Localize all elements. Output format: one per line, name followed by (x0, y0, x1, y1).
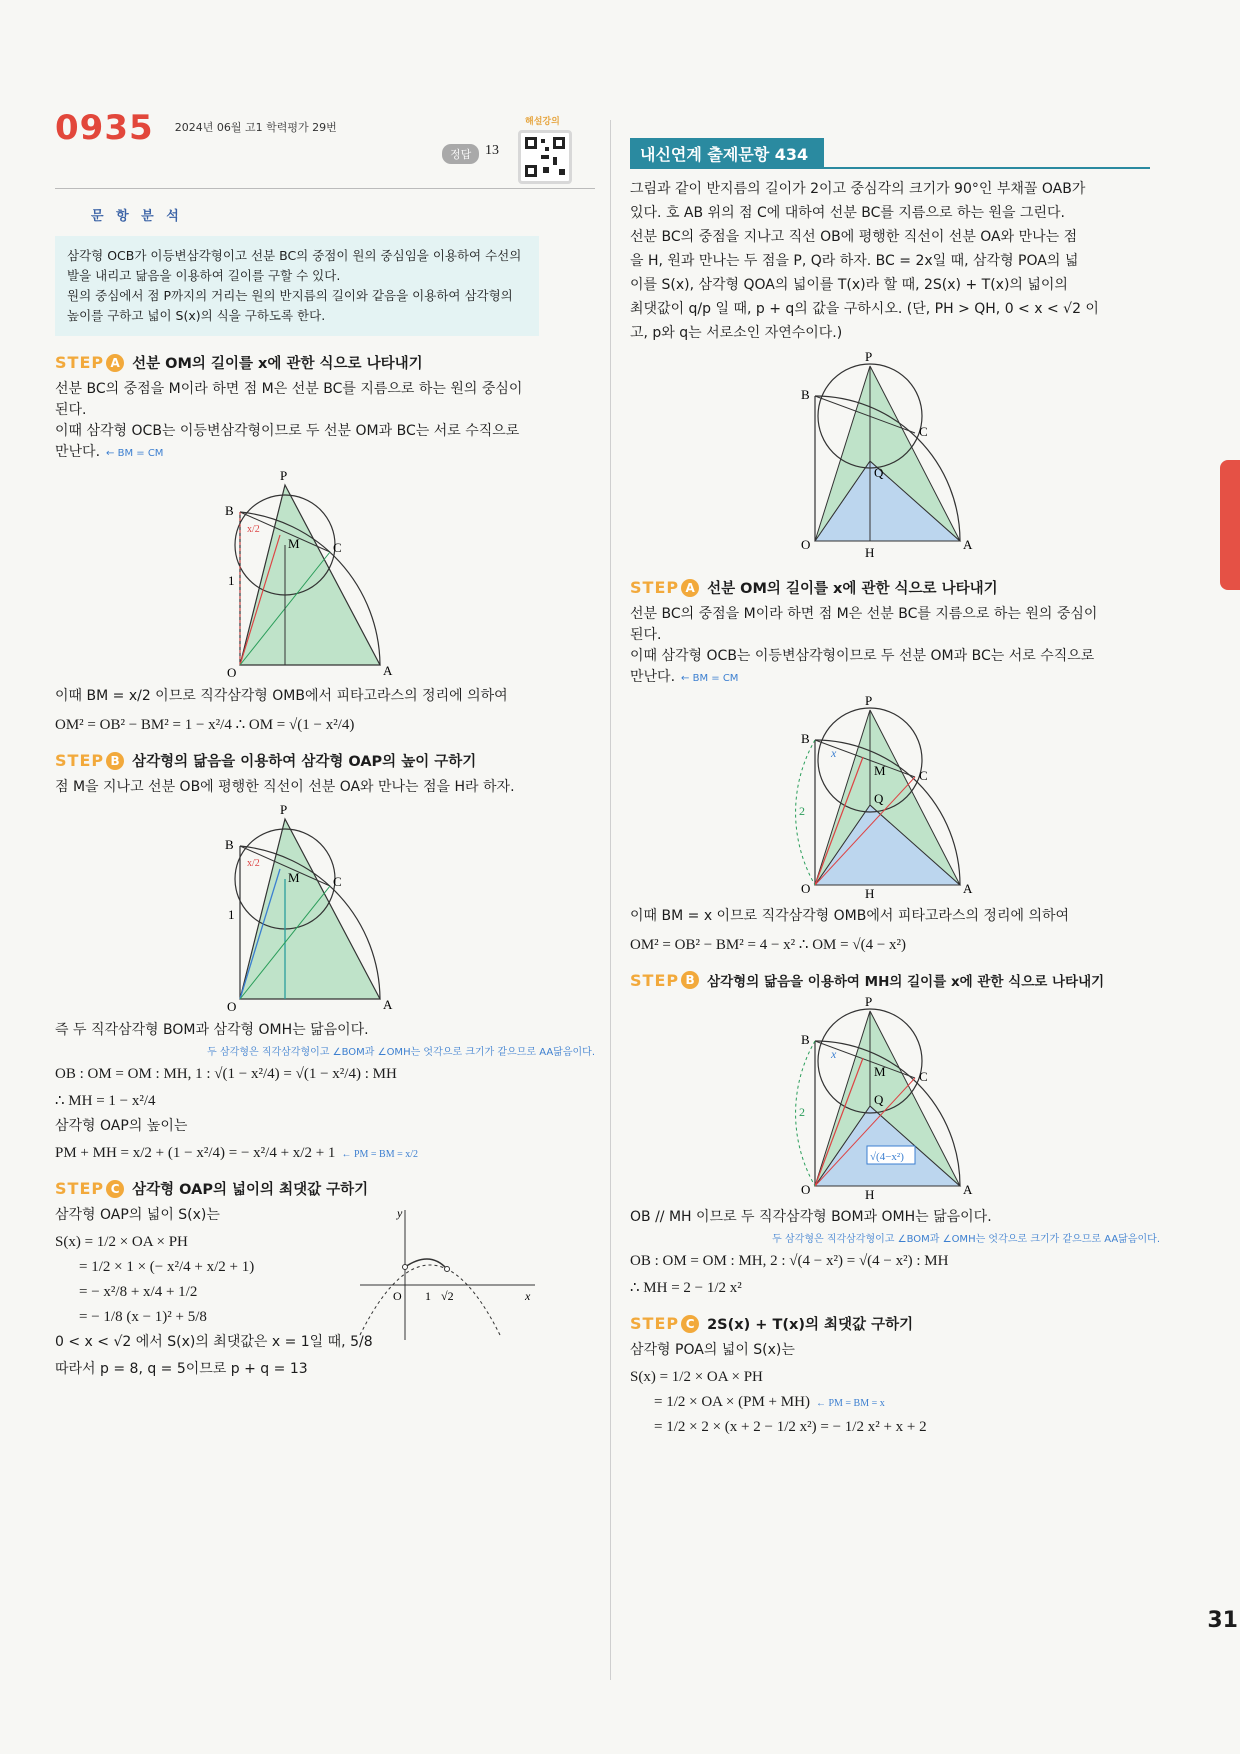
step-badge: B (106, 752, 124, 770)
label-o: O (227, 999, 237, 1014)
label-two: 2 (799, 1105, 805, 1119)
problem-figure (795, 351, 995, 561)
graph-y-label: y (397, 1206, 403, 1220)
label-b: B (225, 503, 234, 518)
step-title: 선분 OM의 길이를 x에 관한 식으로 나타내기 (707, 581, 998, 597)
problem-line: 선분 BC의 중점을 지나고 직선 OB에 평행한 직선이 선분 OA와 만나는 점 (630, 229, 1078, 245)
step-a-heading (55, 352, 595, 373)
note: ← BM = CM (681, 673, 739, 684)
analysis-box (55, 236, 539, 336)
step-c-text: 따라서 p = 8, q = 5이므로 p + q = 13 (55, 1361, 308, 1377)
step-title: 삼각형의 닮음을 이용하여 MH의 길이를 x에 관한 식으로 나타내기 (707, 974, 1105, 990)
right-column (630, 138, 1160, 1436)
step-a-text: 이때 삼각형 OCB는 이등변삼각형이므로 두 선분 OM과 BC는 서로 수직으로 (630, 648, 1095, 664)
step-a-text: 선분 BC의 중점을 M이라 하면 점 M은 선분 BC를 지름으로 하는 원의 중심이 (55, 381, 523, 397)
answer-value: 13 (485, 143, 499, 158)
analysis-line: 발을 내리고 닮음을 이용하여 길이를 구할 수 있다. (67, 268, 341, 283)
problem-number: 0935 (55, 108, 154, 148)
label-h: H (865, 1187, 875, 1201)
label-p: P (865, 351, 873, 364)
label-a: A (963, 1182, 973, 1197)
qr-label: 해설강의 (525, 117, 560, 127)
step-a-heading (630, 577, 1160, 598)
problem-source: 2024년 06월 고1 학력평가 29번 (174, 121, 337, 134)
step-b-text: 점 M을 지나고 선분 OB에 평행한 직선이 선분 OA와 만나는 점을 H라 하자. (55, 779, 515, 795)
label-h: H (865, 886, 875, 900)
step-a-text: 만난다. (55, 444, 101, 460)
label-q: Q (874, 465, 884, 480)
step-b-text: 삼각형 OAP의 높이는 (55, 1118, 188, 1134)
section-title: 내신연계 출제문항 434 (630, 138, 824, 169)
step-badge: C (106, 1180, 124, 1198)
page-number: 31 (1207, 1608, 1238, 1633)
label-a: A (383, 663, 393, 678)
step-word: STEP (55, 751, 105, 770)
graph-tick-1: 1 (425, 1289, 431, 1303)
label-b: B (801, 1032, 810, 1047)
qr-code-icon[interactable] (518, 130, 572, 184)
label-c: C (919, 768, 928, 783)
label-o: O (801, 1182, 811, 1197)
problem-header (55, 108, 595, 189)
step-c-math: = 1/2 × 1 × (− x²/4 + x/2 + 1) (79, 1259, 255, 1275)
left-column (55, 108, 595, 1380)
step-b-math: ∴ MH = 2 − 1/2 x² (630, 1280, 742, 1296)
problem-line: 을 H, 원과 만나는 두 점을 P, Q라 하자. BC = 2x일 때, 삼각형 POA의 넓 (630, 253, 1079, 269)
analysis-line: 원의 중심에서 점 P까지의 거리는 원의 반지름의 길이와 같음을 이용하여 삼각형의 (67, 288, 513, 303)
label-q: Q (874, 1092, 884, 1107)
step-word: STEP (630, 970, 680, 990)
step-word: STEP (630, 1314, 680, 1333)
graph-origin-label: O (393, 1289, 402, 1303)
step-title: 선분 OM의 길이를 x에 관한 식으로 나타내기 (132, 356, 423, 372)
note: ← PM = BM = x/2 (341, 1149, 419, 1160)
step-c-math: S(x) = 1/2 × OA × PH (630, 1369, 763, 1385)
step-c-math: S(x) = 1/2 × OA × PH (55, 1234, 188, 1250)
problem-line: 고, p와 q는 서로소인 자연수이다.) (630, 325, 843, 341)
label-m: M (288, 536, 300, 551)
label-p: P (865, 996, 873, 1009)
label-o: O (801, 537, 811, 552)
solution-figure-2 (795, 996, 995, 1201)
sector-figure-2 (225, 804, 425, 1014)
problem-line: 이를 S(x), 삼각형 QOA의 넓이를 T(x)라 할 때, 2S(x) + T(x)의 넓이의 (630, 277, 1068, 293)
label-two: 2 (799, 804, 805, 818)
problem-line: 그림과 같이 반지름의 길이가 2이고 중심각의 크기가 90°인 부채꼴 OAB가 (630, 181, 1086, 197)
step-b-math: ∴ MH = 1 − x²/4 (55, 1093, 156, 1109)
label-c: C (919, 1069, 928, 1084)
problem-text (630, 177, 1160, 345)
step-c-heading (55, 1178, 595, 1199)
label-p: P (865, 695, 873, 708)
label-m: M (874, 1064, 886, 1079)
step-a-text: 이때 BM = x/2 이므로 직각삼각형 OMB에서 피타고라스의 정리에 의하여 (55, 688, 508, 704)
label-a: A (963, 881, 973, 896)
note: ← BM = CM (106, 448, 164, 459)
label-m: M (874, 763, 886, 778)
step-title: 2S(x) + T(x)의 최댓값 구하기 (707, 1317, 914, 1333)
analysis-line: 높이를 구하고 넓이 S(x)의 식을 구하도록 한다. (67, 308, 326, 323)
label-root: √(4−x²) (870, 1151, 904, 1163)
label-b: B (801, 387, 810, 402)
step-c-math: = − x²/8 + x/4 + 1/2 (79, 1284, 198, 1300)
analysis-line: 삼각형 OCB가 이등변삼각형이고 선분 BC의 중점이 원의 중심임을 이용하여 수선의 (67, 248, 522, 263)
step-a-text: 선분 BC의 중점을 M이라 하면 점 M은 선분 BC를 지름으로 하는 원의 중심이 (630, 606, 1098, 622)
step-word: STEP (55, 1179, 105, 1198)
label-m: M (288, 870, 300, 885)
column-divider (610, 120, 611, 1680)
note: ← PM = BM = x (815, 1398, 885, 1409)
step-a-text: 만난다. (630, 669, 676, 685)
sector-figure-1 (225, 470, 425, 680)
answer-label: 정답 (442, 144, 479, 164)
step-b-heading (55, 750, 595, 771)
step-b-math: OB : OM = OM : MH, 1 : √(1 − x²/4) = √(1 − x²/4) : MH (55, 1066, 397, 1082)
label-b: B (801, 731, 810, 746)
step-c-math: = − 1/8 (x − 1)² + 5/8 (79, 1309, 207, 1325)
step-badge: A (681, 579, 699, 597)
step-a-text: 이때 BM = x 이므로 직각삼각형 OMB에서 피타고라스의 정리에 의하여 (630, 908, 1070, 924)
step-title: 삼각형의 닮음을 이용하여 삼각형 OAP의 높이 구하기 (132, 754, 477, 770)
chapter-tab[interactable] (1220, 460, 1240, 590)
parabola-graph (355, 1205, 545, 1345)
label-p: P (280, 470, 288, 483)
step-a-text: 이때 삼각형 OCB는 이등변삼각형이므로 두 선분 OM과 BC는 서로 수직으로 (55, 423, 520, 439)
graph-tick-root2: √2 (441, 1289, 454, 1303)
step-title: 삼각형 OAP의 넓이의 최댓값 구하기 (132, 1182, 369, 1198)
label-x: x (831, 1047, 837, 1061)
step-a-text: 된다. (630, 627, 662, 643)
step-b-text: OB // MH 이므로 두 직각삼각형 BOM과 OMH는 닮음이다. (630, 1209, 992, 1225)
label-b: B (225, 837, 234, 852)
step-c-text: 삼각형 OAP의 넓이 S(x)는 (55, 1207, 220, 1223)
step-word: STEP (55, 353, 105, 372)
step-b-text: 즉 두 직각삼각형 BOM과 삼각형 OMH는 닮음이다. (55, 1022, 369, 1038)
label-one: 1 (228, 573, 235, 588)
step-badge: B (681, 971, 699, 989)
label-x: x (831, 746, 837, 760)
step-a-math: OM² = OB² − BM² = 1 − x²/4 ∴ OM = √(1 − x²/4) (55, 717, 355, 733)
label-half-x: x/2 (247, 524, 260, 535)
step-a-text: 된다. (55, 402, 87, 418)
graph-x-label: x (525, 1289, 531, 1303)
step-a-math: OM² = OB² − BM² = 4 − x² ∴ OM = √(4 − x²) (630, 937, 907, 953)
label-half-x: x/2 (247, 858, 260, 869)
step-c-text: 삼각형 POA의 넓이 S(x)는 (630, 1342, 795, 1358)
step-c-text: 0 < x < √2 에서 S(x)의 최댓값은 x = 1일 때, 5/8 (55, 1334, 373, 1350)
step-b-math: PM + MH = x/2 + (1 − x²/4) = − x²/4 + x/2 + 1 (55, 1145, 336, 1161)
label-p: P (280, 804, 288, 817)
step-b-math: OB : OM = OM : MH, 2 : √(4 − x²) = √(4 − x²) : MH (630, 1253, 949, 1269)
label-c: C (333, 540, 342, 555)
label-q: Q (874, 791, 884, 806)
label-h: H (865, 545, 875, 560)
label-c: C (333, 874, 342, 889)
label-a: A (383, 997, 393, 1012)
step-c-math: = 1/2 × 2 × (x + 2 − 1/2 x²) = − 1/2 x² + x + 2 (654, 1419, 927, 1435)
step-c-math: = 1/2 × OA × (PM + MH) (654, 1394, 810, 1410)
label-o: O (227, 665, 237, 680)
step-b-heading (630, 970, 1160, 990)
note: 두 삼각형은 직각삼각형이고 ∠BOM과 ∠OMH는 엇각으로 크기가 같으므로 AA닮음이다. (207, 1047, 595, 1058)
solution-figure-1 (795, 695, 995, 900)
label-one: 1 (228, 907, 235, 922)
analysis-title: 문 항 분 석 (91, 209, 183, 224)
label-o: O (801, 881, 811, 896)
label-a: A (963, 537, 973, 552)
problem-line: 최댓값이 q/p 일 때, p + q의 값을 구하시오. (단, PH > QH, 0 < x < √2 이 (630, 301, 1099, 317)
step-word: STEP (630, 578, 680, 597)
label-c: C (919, 424, 928, 439)
note: 두 삼각형은 직각삼각형이고 ∠BOM과 ∠OMH는 엇각으로 크기가 같으므로 AA닮음이다. (772, 1234, 1160, 1245)
problem-line: 있다. 호 AB 위의 점 C에 대하여 선분 BC를 지름으로 하는 원을 그린다. (630, 205, 1065, 221)
step-badge: C (681, 1315, 699, 1333)
step-badge: A (106, 354, 124, 372)
step-c-heading (630, 1313, 1160, 1334)
